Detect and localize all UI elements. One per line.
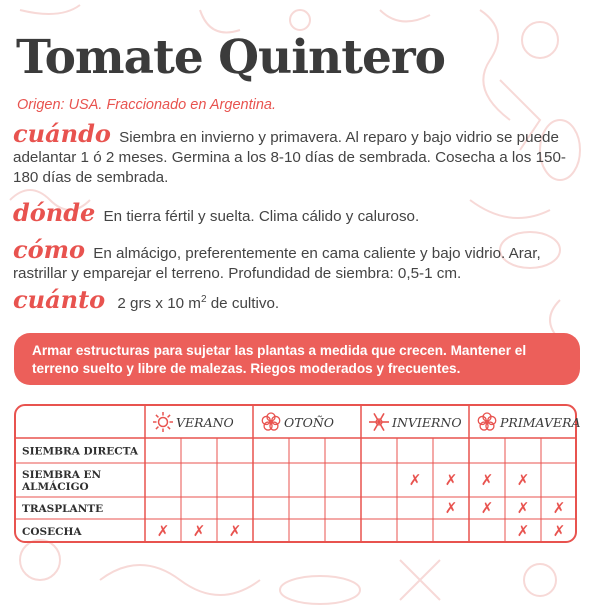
section-heading-como: cómo [13, 235, 86, 264]
amount-suffix: de cultivo. [206, 295, 280, 312]
amount-exponent: 2 [200, 294, 207, 305]
schedule-mark: ✗ [480, 471, 494, 489]
page-title: Tomate Quintero [16, 30, 445, 85]
schedule-mark: ✗ [552, 522, 566, 540]
schedule-mark: ✗ [552, 499, 566, 517]
section-heading-donde: dónde [13, 198, 96, 227]
row-label: TRASPLANTE [22, 503, 104, 515]
schedule-mark: ✗ [516, 522, 530, 540]
schedule-mark: ✗ [516, 471, 530, 489]
season-label: PRIMAVERA [500, 415, 581, 430]
schedule-mark: ✗ [156, 522, 170, 540]
season-label: OTOÑO [284, 415, 335, 430]
schedule-mark: ✗ [480, 499, 494, 517]
schedule-mark: ✗ [408, 471, 422, 489]
sowing-calendar-table [14, 404, 582, 544]
row-label: COSECHA [22, 526, 82, 538]
row-label: SIEMBRA EN ALMÁCIGO [22, 469, 102, 493]
blossom-icon [478, 413, 496, 430]
season-header-verano [153, 412, 234, 432]
care-instructions-banner: Armar estructuras para sujetar las plantas a medida que crecen. Mantener el terreno suelto y libre de malezas. Riegos moderados y frecuentes. [14, 333, 580, 385]
section-cuanto [13, 285, 588, 314]
section-cuando [13, 119, 588, 188]
section-donde [13, 198, 588, 227]
schedule-mark: ✗ [444, 499, 458, 517]
season-header-primavera [478, 413, 580, 430]
section-text-donde: En tierra fértil y suelta. Clima cálido y caluroso. [103, 208, 420, 225]
schedule-mark: ✗ [444, 471, 458, 489]
row-label: SIEMBRA DIRECTA [22, 445, 139, 458]
season-header-invierno [369, 413, 462, 430]
schedule-mark: ✗ [192, 522, 206, 540]
section-heading-cuanto: cuánto [13, 285, 106, 314]
amount-text: 2 grs x 10 m [117, 295, 201, 312]
section-como [13, 235, 588, 284]
season-label: INVIERNO [392, 415, 462, 430]
sun-icon [153, 412, 173, 432]
schedule-mark: ✗ [228, 522, 242, 540]
section-text-cuando: Siembra en invierno y primavera. Al reparo y bajo vidrio se puede adelantar 1 ó 2 meses. Germina a los 8-10 días de sembrada. Cosecha a los 150-180 días de sembrada. [13, 129, 566, 186]
flower-icon [262, 413, 280, 430]
schedule-mark: ✗ [516, 499, 530, 517]
snowflake-icon [369, 413, 389, 430]
season-header-otoño [262, 413, 334, 430]
season-label: VERANO [176, 415, 234, 430]
origin-note: Origen: USA. Fraccionado en Argentina. [17, 97, 276, 113]
section-heading-cuando: cuándo [13, 119, 111, 148]
section-text-como: En almácigo, preferentemente en cama caliente y bajo vidrio. Arar, rastrillar y emparejar el terreno. Profundidad de siembra: 0,5-1 cm. [13, 245, 541, 282]
